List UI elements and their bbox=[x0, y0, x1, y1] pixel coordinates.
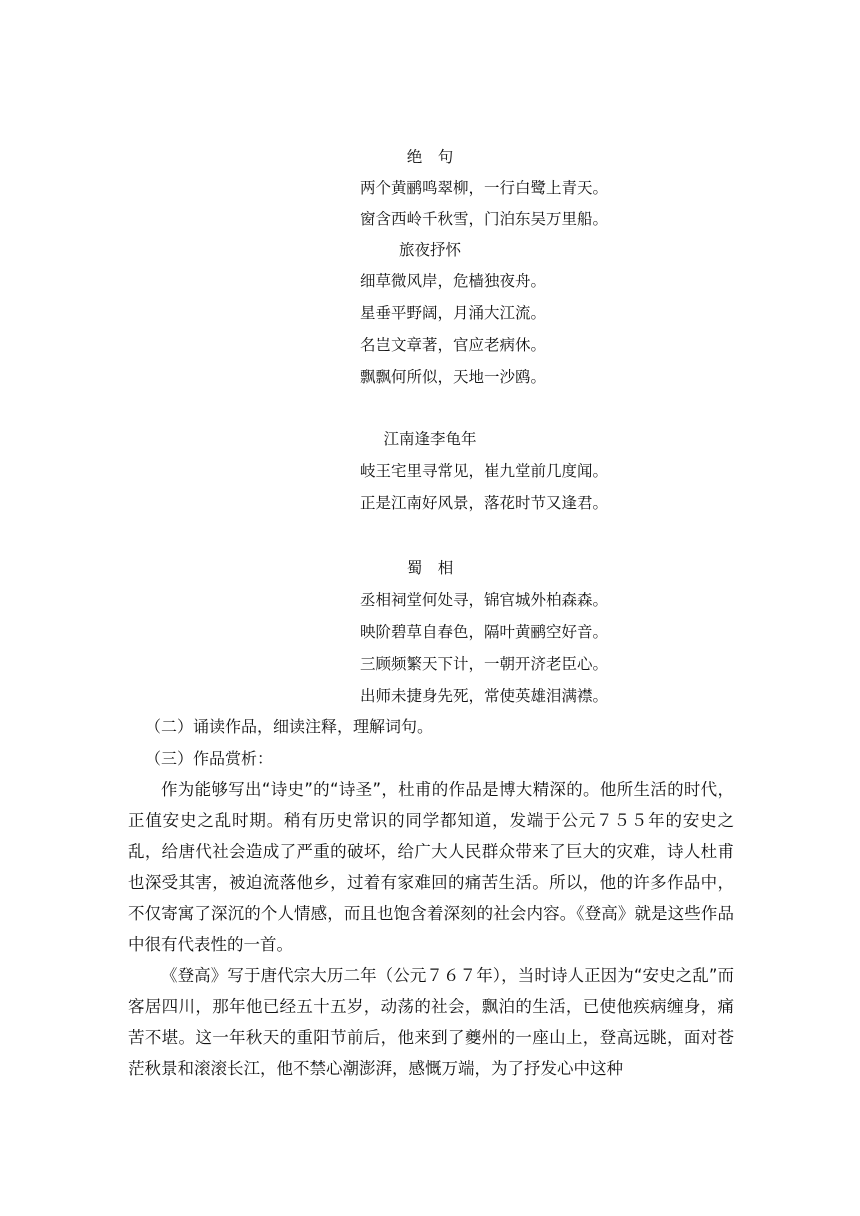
poem-line: 丞相祠堂何处寻，锦官城外柏森森。 bbox=[360, 591, 609, 609]
poem-title: 绝 句 bbox=[406, 148, 454, 166]
poem-line: 岐王宅里寻常见，崔九堂前几度闻。 bbox=[360, 462, 609, 480]
poem-line: 名岂文章著，官应老病休。 bbox=[360, 336, 547, 354]
poem-line: 正是江南好风景，落花时节又逢君。 bbox=[360, 494, 609, 512]
section-heading: （二）诵读作品，细读注释，理解词句。 bbox=[145, 717, 434, 736]
section-heading: （三）作品赏析： bbox=[145, 749, 274, 768]
poem-title: 江南逢李龟年 bbox=[383, 430, 477, 448]
poem-line: 三顾频繁天下计，一朝开济老臣心。 bbox=[360, 655, 609, 673]
poem-title: 旅夜抒怀 bbox=[398, 241, 461, 259]
poem-title: 蜀 相 bbox=[406, 559, 454, 577]
body-paragraph: 作为能够写出“诗史”的“诗圣”，杜甫的作品是博大精深的。他所生活的时代，正值安史之乱时期。稍有历史常识的同学都知道，发端于公元７５５年的安史之乱，给唐代社会造成了严重的破坏，给广大人民群众带来了巨大的灾难，诗人杜甫也深受其害，被迫流落他乡，过着有家难回的痛苦生活。所以，他的许多作品中，不仅寄寓了深沉的个人情感，而且也饱含着深刻的社会内容。《登高》就是这些作品中很有代表性的一首。 bbox=[128, 780, 734, 954]
poem-line: 细草微风岸，危樯独夜舟。 bbox=[360, 272, 547, 290]
poem-line: 窗含西岭千秋雪，门泊东吴万里船。 bbox=[360, 210, 609, 228]
poem-line: 映阶碧草自春色，隔叶黄鹂空好音。 bbox=[360, 623, 609, 641]
poem-line: 飘飘何所似，天地一沙鸥。 bbox=[360, 368, 547, 386]
poem-line: 星垂平野阔，月涌大江流。 bbox=[360, 304, 547, 322]
body-paragraph: 《登高》写于唐代宗大历二年（公元７６７年），当时诗人正因为“安史之乱”而客居四川，那年他已经五十五岁，动荡的社会，飘泊的生活，已使他疾病缠身，痛苦不堪。这一年秋天的重阳节前后，他来到了夔州的一座山上，登高远眺，面对苍茫秋景和滚滚长江，他不禁心潮澎湃，感慨万端，为了抒发心中这种 bbox=[128, 966, 734, 1078]
poem-line: 两个黄鹂鸣翠柳，一行白鹭上青天。 bbox=[360, 179, 609, 197]
poem-line: 出师未捷身先死，常使英雄泪满襟。 bbox=[360, 687, 609, 705]
